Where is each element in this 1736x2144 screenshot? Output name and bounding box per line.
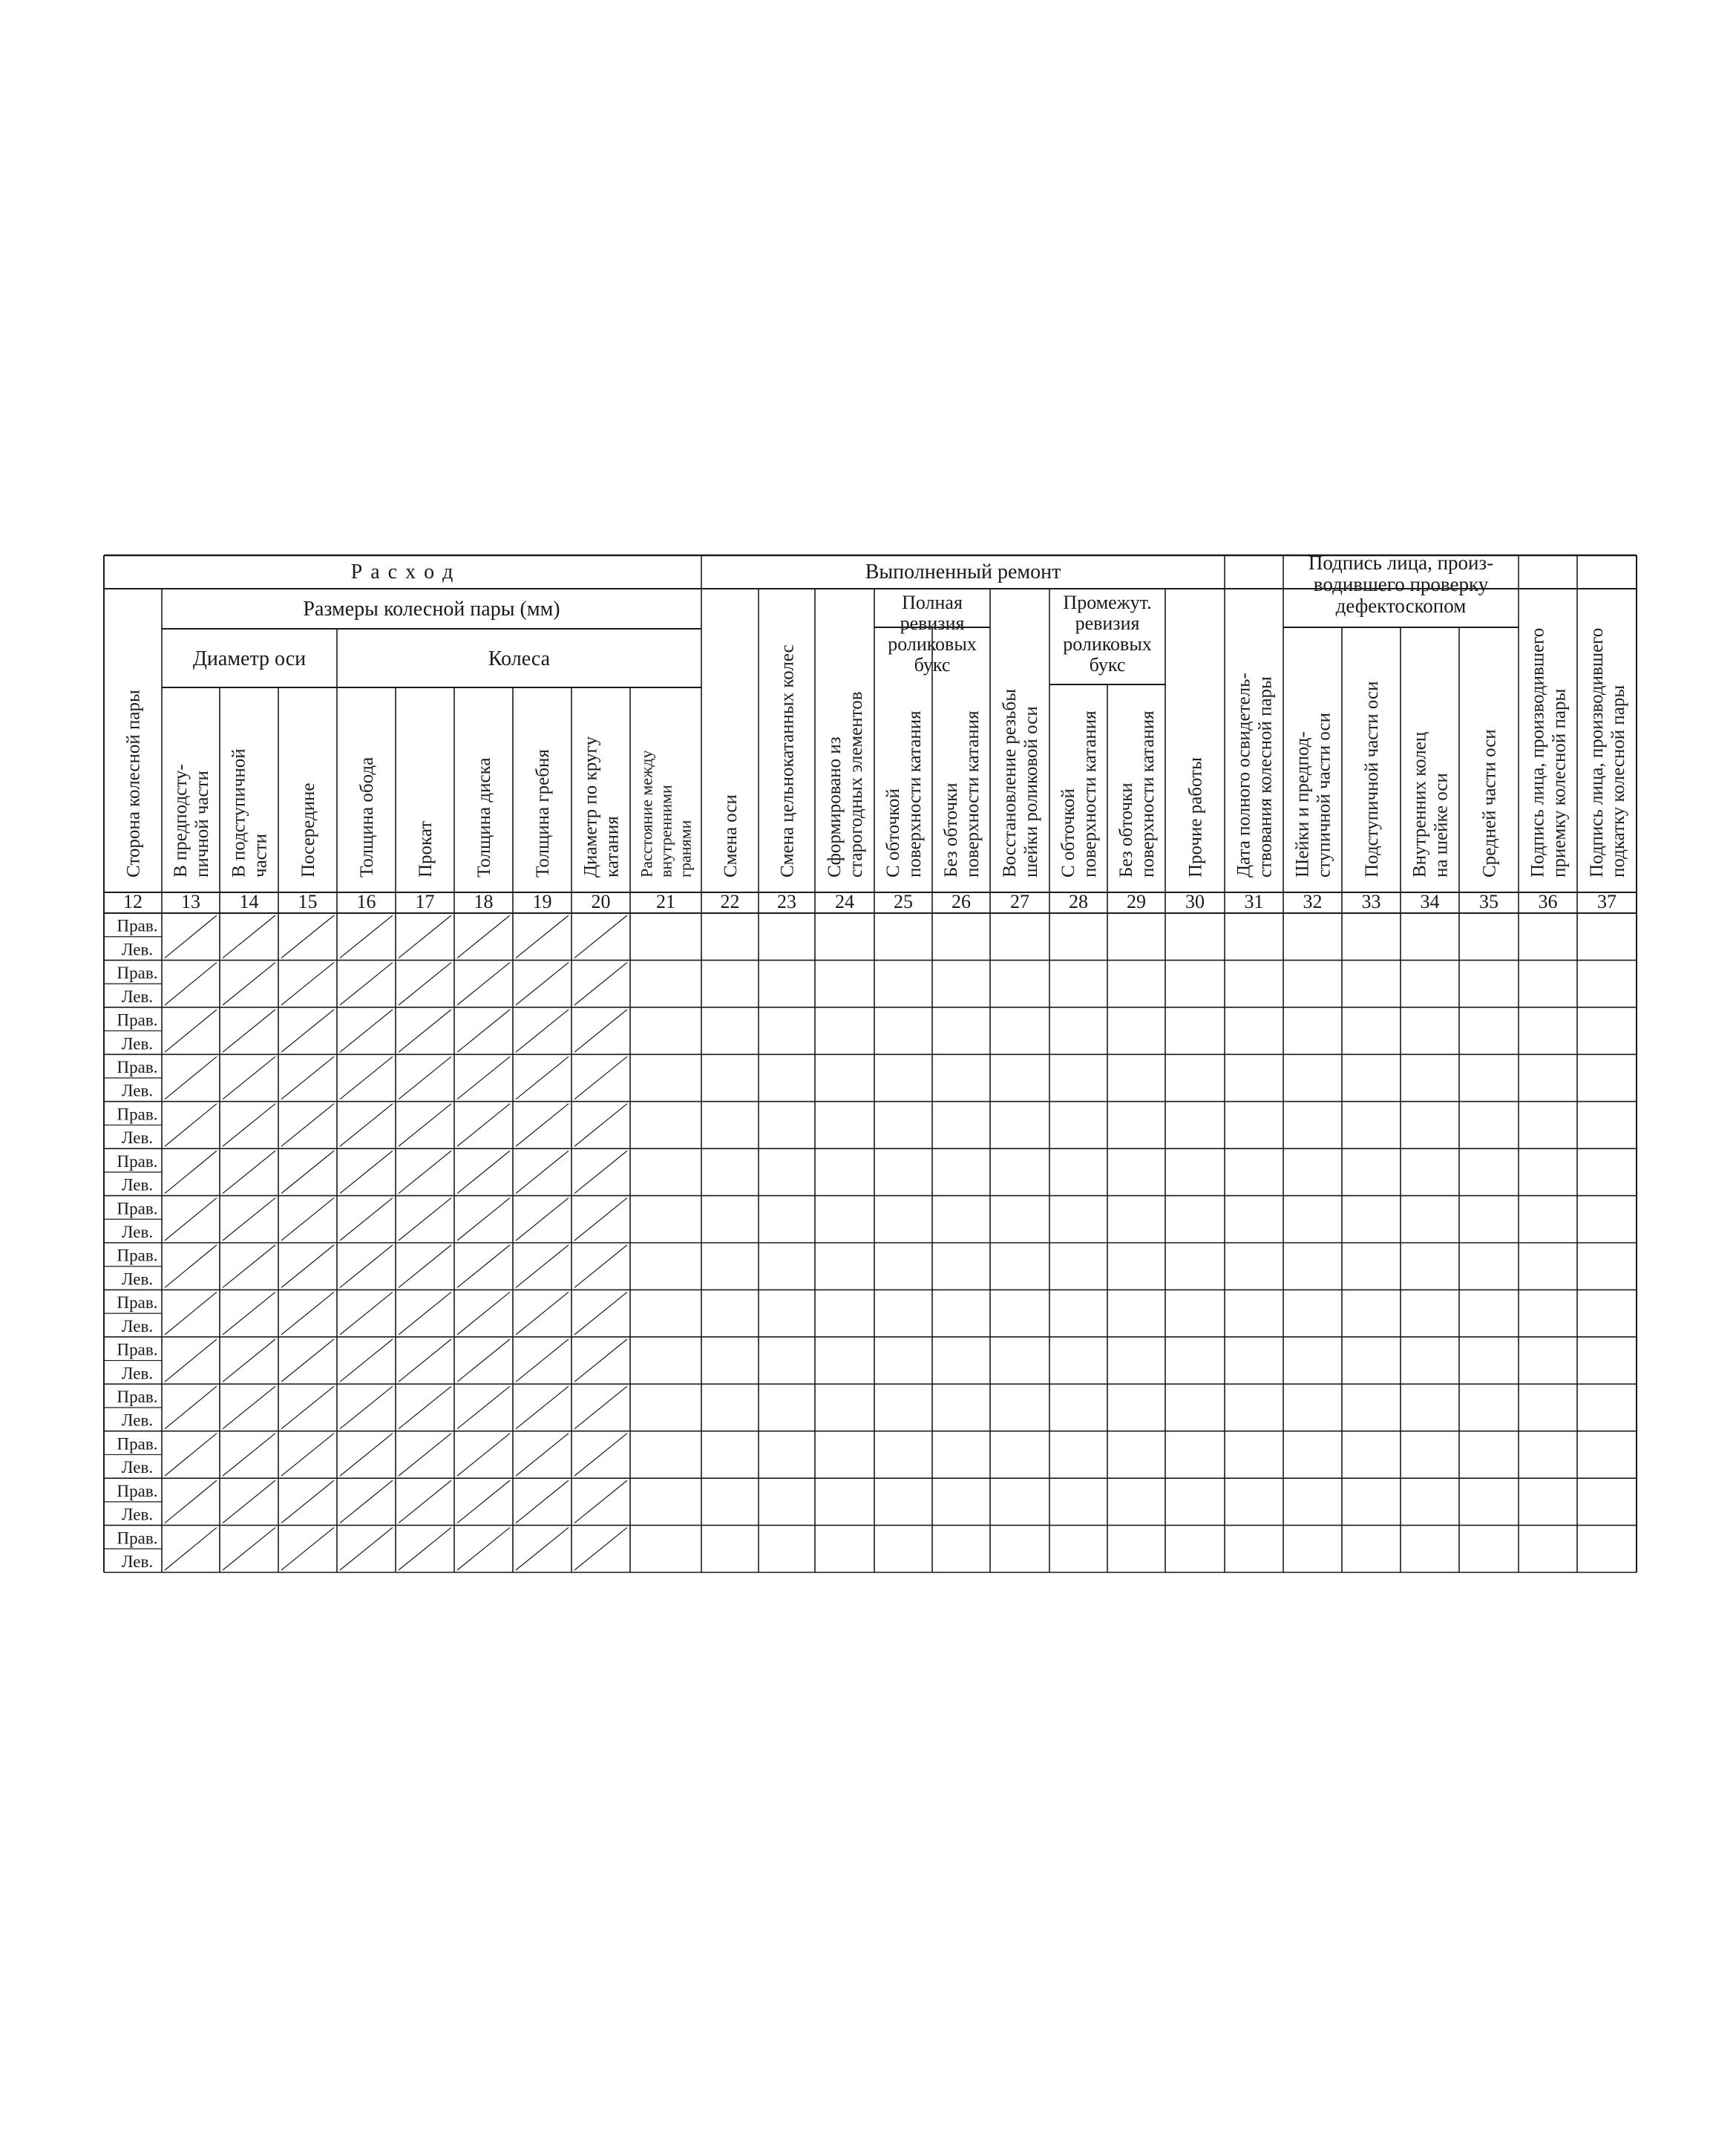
- hatch-diagonal: [399, 1480, 451, 1523]
- hatch-diagonal: [399, 1151, 451, 1193]
- column-number-19: 19: [532, 891, 552, 912]
- side-label-right: Прав.: [117, 1151, 158, 1171]
- hatch-diagonal: [457, 1386, 510, 1428]
- hatch-diagonal: [574, 1198, 627, 1241]
- hatch-diagonal: [574, 1434, 627, 1476]
- hatch-diagonal: [399, 1056, 451, 1099]
- side-label-left: Лев.: [121, 1223, 154, 1241]
- hatch-diagonal: [281, 1480, 334, 1523]
- side-label-right: Прав.: [117, 1388, 158, 1406]
- side-label-right: Прав.: [117, 1105, 158, 1124]
- hatch-diagonal: [457, 1198, 510, 1241]
- group-title-sizes: Размеры колесной пары (мм): [303, 598, 560, 621]
- hatch-diagonal: [281, 1292, 334, 1334]
- hatch-diagonal: [457, 1151, 510, 1193]
- hatch-diagonal: [574, 1245, 627, 1287]
- column-number-20: 20: [591, 891, 611, 912]
- group-title-intermediate-revision: роликовых: [1063, 633, 1152, 655]
- hatch-diagonal: [574, 1480, 627, 1523]
- hatch-diagonal: [574, 1292, 627, 1334]
- column-header-16: Толщина обода: [356, 756, 377, 877]
- column-header-35: Средней части оси: [1479, 729, 1500, 877]
- column-number-21: 21: [656, 891, 675, 912]
- column-header-28: С обточкой: [1058, 788, 1078, 877]
- hatch-diagonal: [457, 962, 510, 1004]
- group-title-wheels: Колеса: [488, 647, 551, 670]
- column-header-28: поверхности катания: [1079, 710, 1100, 877]
- side-label-right: Прав.: [117, 1246, 158, 1265]
- section-title-repair: Выполненный ремонт: [865, 560, 1061, 584]
- hatch-diagonal: [574, 915, 627, 958]
- hatch-diagonal: [574, 1386, 627, 1428]
- hatch-diagonal: [457, 1292, 510, 1334]
- hatch-diagonal: [281, 1104, 334, 1146]
- side-label-left: Лев.: [121, 987, 154, 1006]
- hatch-diagonal: [516, 1151, 569, 1193]
- group-title-intermediate-revision: Промежут.: [1063, 592, 1152, 613]
- hatch-diagonal: [281, 1434, 334, 1476]
- column-header-32: ступичной части оси: [1314, 713, 1334, 877]
- hatch-diagonal: [457, 1339, 510, 1382]
- hatch-diagonal: [457, 1480, 510, 1523]
- column-number-15: 15: [298, 891, 318, 912]
- column-number-31: 31: [1244, 891, 1264, 912]
- column-header-26: Без обточки: [940, 782, 961, 877]
- column-header-32: Шейки и предпод-: [1292, 731, 1313, 877]
- side-label-left: Лев.: [121, 1269, 154, 1289]
- column-number-34: 34: [1420, 891, 1440, 912]
- column-header-33: Подступичной части оси: [1361, 681, 1382, 877]
- column-number-14: 14: [239, 891, 259, 912]
- hatch-diagonal: [281, 1151, 334, 1193]
- hatch-diagonal: [223, 1198, 275, 1241]
- hatch-diagonal: [574, 1151, 627, 1193]
- hatch-diagonal: [457, 1056, 510, 1099]
- hatch-diagonal: [223, 1104, 275, 1146]
- group-title-intermediate-revision: ревизия: [1075, 612, 1140, 634]
- hatch-diagonal: [457, 915, 510, 958]
- hatch-diagonal: [165, 1480, 217, 1523]
- hatch-diagonal: [340, 1198, 393, 1241]
- column-header-25: С обточкой: [882, 788, 903, 877]
- column-header-31: ствования колесной пары: [1255, 676, 1276, 877]
- column-number-32: 32: [1303, 891, 1323, 912]
- column-header-14: части: [250, 833, 271, 877]
- hatch-diagonal: [281, 915, 334, 958]
- column-header-30: Прочие работы: [1185, 757, 1206, 877]
- column-number-22: 22: [720, 891, 740, 912]
- column-header-12: Сторона колесной пары: [123, 690, 144, 877]
- side-label-left: Лев.: [121, 1458, 154, 1477]
- hatch-diagonal: [457, 1245, 510, 1287]
- column-number-16: 16: [356, 891, 376, 912]
- side-label-right: Прав.: [117, 1293, 158, 1313]
- column-number-12: 12: [123, 891, 143, 912]
- group-title-full-revision: букс: [914, 654, 951, 676]
- column-header-24: старогодных элементов: [845, 691, 866, 877]
- hatch-diagonal: [340, 1292, 393, 1334]
- hatch-diagonal: [516, 1056, 569, 1099]
- side-label-left: Лев.: [121, 1316, 154, 1336]
- column-header-21: гранями: [675, 820, 695, 877]
- column-number-25: 25: [894, 891, 913, 912]
- hatch-diagonal: [516, 1339, 569, 1382]
- column-number-29: 29: [1127, 891, 1146, 912]
- hatch-diagonal: [223, 1339, 275, 1382]
- column-number-18: 18: [474, 891, 494, 912]
- hatch-diagonal: [165, 1434, 217, 1476]
- hatch-diagonal: [516, 1480, 569, 1523]
- column-header-13: В предподсту-: [170, 764, 191, 877]
- column-header-37: подкатку колесной пары: [1608, 684, 1628, 877]
- hatch-diagonal: [223, 1292, 275, 1334]
- column-header-27: Восстановление резьбы: [999, 688, 1020, 877]
- side-label-right: Прав.: [117, 916, 158, 935]
- hatch-diagonal: [399, 1198, 451, 1241]
- hatch-diagonal: [340, 1104, 393, 1146]
- hatch-diagonal: [340, 1480, 393, 1523]
- hatch-diagonal: [340, 1386, 393, 1428]
- column-number-37: 37: [1597, 891, 1617, 912]
- hatch-diagonal: [516, 1528, 569, 1570]
- hatch-diagonal: [340, 1245, 393, 1287]
- column-header-25: поверхности катания: [904, 710, 925, 877]
- hatch-diagonal: [223, 915, 275, 958]
- side-label-left: Лев.: [121, 1175, 154, 1194]
- hatch-diagonal: [340, 915, 393, 958]
- column-header-26: поверхности катания: [962, 710, 983, 877]
- hatch-diagonal: [165, 1010, 217, 1052]
- side-label-left: Лев.: [121, 1128, 154, 1148]
- section-title-defectoscope: дефектоскопом: [1335, 595, 1467, 617]
- hatch-diagonal: [516, 1198, 569, 1241]
- hatch-diagonal: [574, 1010, 627, 1052]
- hatch-diagonal: [165, 1245, 217, 1287]
- hatch-diagonal: [574, 1339, 627, 1382]
- hatch-diagonal: [223, 962, 275, 1004]
- column-header-34: на шейке оси: [1431, 773, 1452, 877]
- column-header-23: Смена цельнокатанных колес: [777, 644, 798, 877]
- column-header-19: Толщина гребня: [532, 749, 553, 877]
- section-title-defectoscope: водившего проверку: [1313, 573, 1489, 595]
- hatch-diagonal: [340, 1339, 393, 1382]
- hatch-diagonal: [340, 1056, 393, 1099]
- side-label-right: Прав.: [117, 1481, 158, 1500]
- hatch-diagonal: [399, 915, 451, 958]
- hatch-diagonal: [281, 1245, 334, 1287]
- side-label-left: Лев.: [121, 1411, 154, 1430]
- hatch-diagonal: [457, 1010, 510, 1052]
- hatch-diagonal: [223, 1056, 275, 1099]
- hatch-diagonal: [340, 962, 393, 1004]
- column-header-36: Подпись лица, производившего: [1527, 627, 1548, 877]
- side-label-left: Лев.: [121, 940, 154, 959]
- column-header-36: приемку колесной пары: [1549, 688, 1570, 877]
- hatch-diagonal: [516, 962, 569, 1004]
- hatch-diagonal: [516, 1245, 569, 1287]
- column-number-33: 33: [1361, 891, 1381, 912]
- side-label-left: Лев.: [121, 1364, 154, 1383]
- hatch-diagonal: [516, 1104, 569, 1146]
- column-header-17: Прокат: [415, 820, 436, 877]
- column-number-17: 17: [415, 891, 435, 912]
- hatch-diagonal: [399, 1245, 451, 1287]
- hatch-diagonal: [165, 1292, 217, 1334]
- column-header-29: поверхности катания: [1137, 710, 1158, 877]
- column-header-21: Расстояние между: [637, 750, 656, 877]
- hatch-diagonal: [165, 1151, 217, 1193]
- column-header-22: Смена оси: [720, 794, 741, 877]
- column-header-27: шейки роликовой оси: [1021, 706, 1041, 877]
- hatch-diagonal: [399, 1292, 451, 1334]
- hatch-diagonal: [399, 962, 451, 1004]
- hatch-diagonal: [399, 1528, 451, 1570]
- section-title-expense: Р а с х о д: [350, 560, 455, 584]
- side-label-right: Прав.: [117, 1529, 158, 1548]
- hatch-diagonal: [399, 1104, 451, 1146]
- hatch-diagonal: [399, 1386, 451, 1428]
- hatch-diagonal: [516, 1386, 569, 1428]
- hatch-diagonal: [516, 915, 569, 958]
- column-header-37: Подпись лица, производившего: [1586, 627, 1607, 877]
- side-label-left: Лев.: [121, 1081, 154, 1100]
- hatch-diagonal: [340, 1434, 393, 1476]
- side-label-left: Лев.: [121, 1505, 154, 1524]
- section-title-defectoscope: Подпись лица, произ-: [1308, 552, 1494, 574]
- hatch-diagonal: [223, 1528, 275, 1570]
- hatch-diagonal: [165, 915, 217, 958]
- hatch-diagonal: [165, 1528, 217, 1570]
- column-number-30: 30: [1185, 891, 1205, 912]
- column-number-24: 24: [835, 891, 854, 912]
- side-label-right: Прав.: [117, 1434, 158, 1454]
- column-header-20: Диаметр по кругу: [580, 736, 601, 877]
- hatch-diagonal: [223, 1245, 275, 1287]
- hatch-diagonal: [281, 1010, 334, 1052]
- side-label-right: Прав.: [117, 1199, 158, 1218]
- side-label-right: Прав.: [117, 1058, 158, 1076]
- hatch-diagonal: [165, 1386, 217, 1428]
- hatch-diagonal: [223, 1386, 275, 1428]
- group-title-full-revision: ревизия: [900, 612, 965, 634]
- hatch-diagonal: [223, 1010, 275, 1052]
- hatch-diagonal: [223, 1480, 275, 1523]
- hatch-diagonal: [457, 1434, 510, 1476]
- hatch-diagonal: [399, 1010, 451, 1052]
- column-number-28: 28: [1069, 891, 1088, 912]
- group-title-axle-diameter: Диаметр оси: [192, 647, 307, 670]
- side-label-left: Лев.: [121, 1034, 154, 1053]
- hatch-diagonal: [281, 1528, 334, 1570]
- column-header-13: пичной части: [191, 771, 212, 877]
- hatch-diagonal: [165, 1056, 217, 1099]
- group-title-full-revision: Полная: [902, 592, 963, 613]
- column-header-31: Дата полного освидетель-: [1234, 673, 1254, 877]
- column-header-34: Внутренних колец: [1409, 731, 1430, 877]
- hatch-diagonal: [457, 1528, 510, 1570]
- side-label-right: Прав.: [117, 1340, 158, 1359]
- group-title-full-revision: роликовых: [888, 633, 977, 655]
- column-number-23: 23: [777, 891, 796, 912]
- column-number-36: 36: [1538, 891, 1558, 912]
- column-header-21: внутренними: [656, 785, 675, 877]
- hatch-diagonal: [340, 1151, 393, 1193]
- column-number-13: 13: [181, 891, 200, 912]
- hatch-diagonal: [281, 1198, 334, 1241]
- hatch-diagonal: [281, 1339, 334, 1382]
- column-header-14: В подступичной: [229, 748, 249, 877]
- hatch-diagonal: [223, 1434, 275, 1476]
- column-header-24: Сформировано из: [824, 736, 845, 877]
- hatch-diagonal: [165, 1104, 217, 1146]
- column-header-15: Посередине: [298, 782, 318, 877]
- hatch-diagonal: [340, 1528, 393, 1570]
- hatch-diagonal: [516, 1292, 569, 1334]
- hatch-diagonal: [574, 1104, 627, 1146]
- hatch-diagonal: [574, 1056, 627, 1099]
- column-number-27: 27: [1010, 891, 1029, 912]
- hatch-diagonal: [281, 1056, 334, 1099]
- hatch-diagonal: [516, 1434, 569, 1476]
- hatch-diagonal: [574, 962, 627, 1004]
- hatch-diagonal: [399, 1434, 451, 1476]
- hatch-diagonal: [223, 1151, 275, 1193]
- hatch-diagonal: [399, 1339, 451, 1382]
- column-header-18: Толщина диска: [474, 757, 494, 877]
- column-number-35: 35: [1479, 891, 1498, 912]
- hatch-diagonal: [574, 1528, 627, 1570]
- hatch-diagonal: [165, 962, 217, 1004]
- column-number-26: 26: [951, 891, 971, 912]
- side-label-left: Лев.: [121, 1552, 154, 1571]
- group-title-intermediate-revision: букс: [1089, 654, 1126, 676]
- hatch-diagonal: [340, 1010, 393, 1052]
- column-header-20: катания: [602, 816, 623, 877]
- hatch-diagonal: [165, 1339, 217, 1382]
- hatch-diagonal: [457, 1104, 510, 1146]
- side-label-right: Прав.: [117, 964, 158, 983]
- hatch-diagonal: [281, 962, 334, 1004]
- hatch-diagonal: [165, 1198, 217, 1241]
- hatch-diagonal: [281, 1386, 334, 1428]
- hatch-diagonal: [516, 1010, 569, 1052]
- side-label-right: Прав.: [117, 1010, 158, 1030]
- column-header-29: Без обточки: [1116, 782, 1136, 877]
